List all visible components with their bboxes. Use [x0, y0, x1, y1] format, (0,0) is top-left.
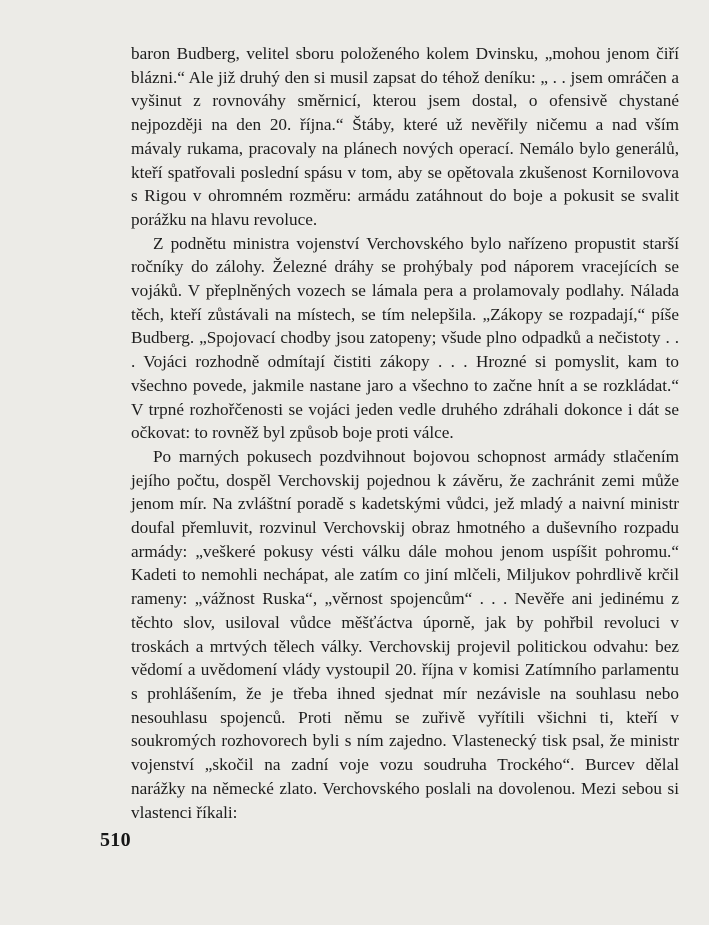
page-number: 510: [100, 829, 131, 851]
body-text: [131, 42, 679, 824]
paragraph: Z podnětu ministra vojenství Verchovského bylo nařízeno propustit starší ročníky do zálohy. Železné dráhy se prohýbaly pod náporem vracejících se vojáků. V přeplněných vozech se lámala pera a prolamovaly podlahy. Nálada těch, kteří zůstávali na místech, se tím nelepšila. „Zákopy se rozpadají,“ píše Budberg. „Spojovací chodby jsou zatopeny; všude plno odpadků a nečistoty . . . Vojáci rozhodně odmítají čistiti zákopy . . . Hrozné si pomyslit, kam to všechno povede, jakmile nastane jaro a všechno to začne hnít a se rozkládat.“ V trpné rozhořčenosti se vojáci jeden vedle druhého zdráhali dokonce i dát se očkovat: to rovněž byl způsob boje proti válce.: [131, 233, 679, 443]
paragraph-continued: baron Budberg, velitel sboru položeného kolem Dvinsku, „mohou jenom čiří blázni.“ Ale již druhý den si musil zapsat do téhož deníku: „ . . jsem omráčen a vyšinut z rovnováhy směrnicí, kterou jsem dostal, o ofensivě chystané nejpozději na den 20. října.“ Štáby, které už nevěřily ničemu a nad vším mávaly rukama, pracovaly na plánech nových operací. Nemálo bylo generálů, kteří spatřovali poslední spásu v tom, aby se opětovala zkušenost Kornilovova s Rigou v ohromném rozměru: armádu zatáhnout do boje a pokusit se svalit porážku na hlavu revoluce.: [131, 44, 679, 229]
paragraph: Po marných pokusech pozdvihnout bojovou schopnost armády stlačením jejího počtu, dospěl Verchovskij pojednou k závěru, že zachránit zemi může jenom mír. Na zvláštní poradě s kadetskými vůdci, jež mladý a naivní ministr doufal přemluvit, rozvinul Verchovskij obraz hmotného a duševního rozpadu armády: „veškeré pokusy vésti válku dále mohou jenom uspíšit pohromu.“ Kadeti to nemohli nechápat, ale zatím co jiní mlčeli, Miljukov pohrdlivě krčil rameny: „vážnost Ruska“, „věrnost spojencům“ . . . Nevěře ani jedinému z těchto slov, usiloval vůdce měšťáctva úporně, jak by pohřbil revoluci v troskách a mrtvých tělech války. Verchovskij projevil politickou odvahu: bez vědomí a uvědomení vlády vystoupil 20. října v komisi Zatímního parlamentu s prohlášením, že je třeba ihned sjednat mír nezávisle na souhlasu nebo nesouhlasu spojenců. Proti němu se zuřivě vyřítili všichni ti, kteří v soukromých rozhovorech byli s ním zajedno. Vlastenecký tisk psal, že ministr vojenství „skočil na zadní voje vozu soudruha Trockého“. Burcev dělal narážky na německé zlato. Verchovského poslali na dovolenou. Mezi sebou si vlastenci říkali:: [131, 446, 679, 822]
